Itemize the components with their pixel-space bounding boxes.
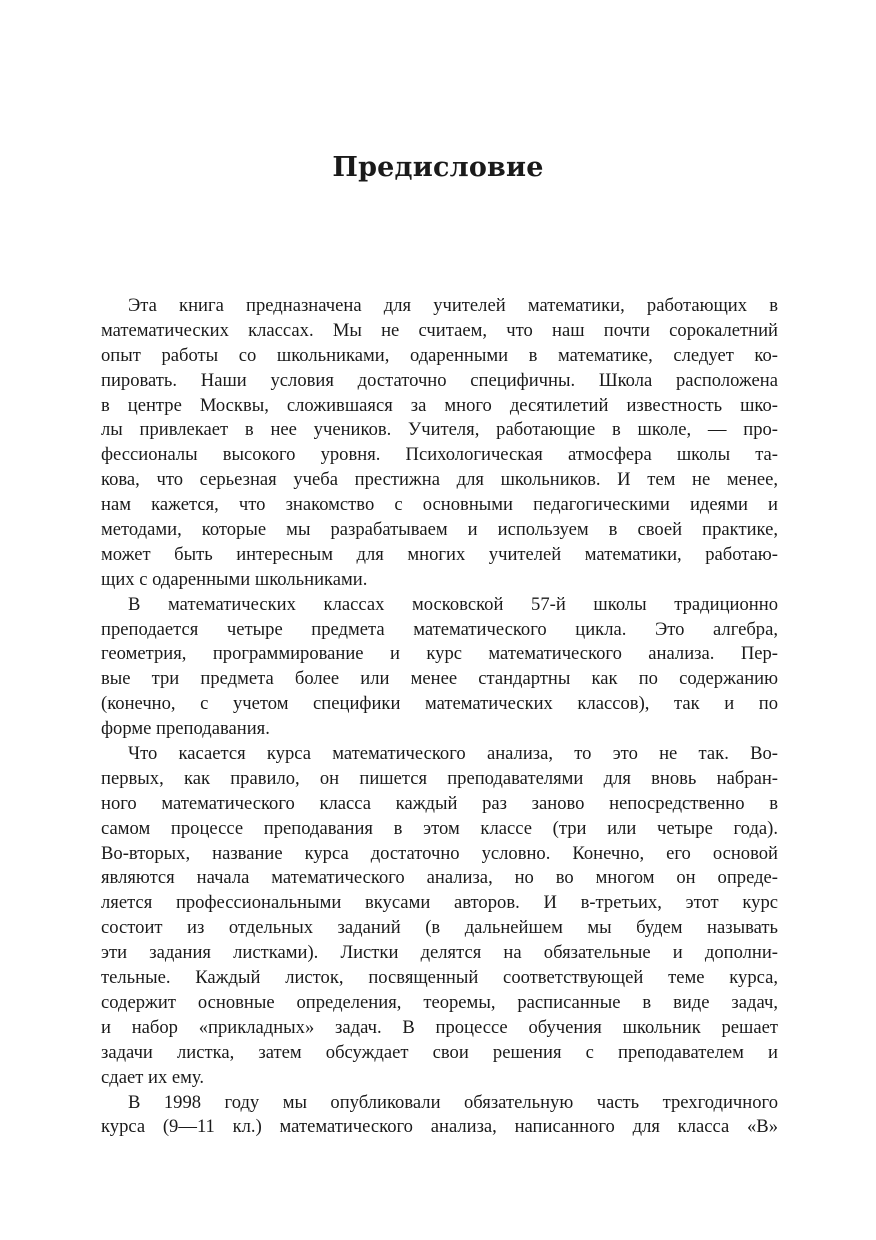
text-line: самом процессе преподавания в этом классе (три или четыре года). xyxy=(101,817,778,839)
text-line: опыт работы со школьниками, одаренными в математике, следует ко- xyxy=(101,344,778,366)
paragraph xyxy=(101,294,778,593)
text-line: в центре Москвы, сложившаяся за много десятилетий известность шко- xyxy=(101,394,778,416)
text-line: эти задания листками). Листки делятся на обязательные и дополни- xyxy=(101,942,778,964)
text-line: Что касается курса математического анализа, то это не так. Во- xyxy=(128,743,778,765)
text-line: сдает их ему. xyxy=(101,1066,204,1088)
text-line: фессионалы высокого уровня. Психологическая атмосфера школы та- xyxy=(101,444,778,466)
text-line: пировать. Наши условия достаточно специфичны. Школа расположена xyxy=(101,369,778,391)
preface-body xyxy=(101,294,778,1140)
text-line: форме преподавания. xyxy=(101,718,270,740)
page-title: Предисловие xyxy=(332,152,544,183)
text-line: ного математического класса каждый раз заново непосредственно в xyxy=(101,792,778,814)
text-line: кова, что серьезная учеба престижна для школьников. И тем не менее, xyxy=(101,469,778,491)
text-line: содержит основные определения, теоремы, расписанные в виде задач, xyxy=(101,991,778,1013)
text-line: может быть интересным для многих учителей математики, работаю- xyxy=(101,543,778,565)
text-line: курса (9—11 кл.) математического анализа, написанного для класса «В» xyxy=(101,1116,778,1138)
text-line: первых, как правило, он пишется преподавателями для вновь набран- xyxy=(101,767,778,789)
paragraph xyxy=(101,1091,778,1141)
paragraph xyxy=(101,593,778,742)
text-line: задачи листка, затем обсуждает свои решения с преподавателем и xyxy=(101,1041,778,1063)
text-line: (конечно, с учетом специфики математических классов), так и по xyxy=(101,693,778,715)
text-line: В 1998 году мы опубликовали обязательную часть трехгодичного xyxy=(128,1091,778,1113)
text-line: Во-вторых, название курса достаточно условно. Конечно, его основой xyxy=(101,842,778,864)
text-line: Эта книга предназначена для учителей математики, работающих в xyxy=(128,295,778,316)
text-line: ляется профессиональными вкусами авторов. И в-третьих, этот курс xyxy=(101,892,778,914)
text-line: нам кажется, что знакомство с основными педагогическими идеями и xyxy=(101,494,778,516)
text-line: являются начала математического анализа, но во многом он опреде- xyxy=(101,867,778,889)
text-line: математических классах. Мы не считаем, что наш почти сорокалетний xyxy=(101,319,778,341)
text-line: лы привлекает в нее учеников. Учителя, работающие в школе, — про- xyxy=(101,419,778,441)
text-line: состоит из отдельных заданий (в дальнейшем мы будем называть xyxy=(101,917,778,939)
text-line: тельные. Каждый листок, посвященный соответствующей теме курса, xyxy=(101,967,778,989)
text-line: В математических классах московской 57-й школы традиционно xyxy=(128,593,778,615)
paragraph xyxy=(101,742,778,1090)
text-line: вые три предмета более или менее стандартны как по содержанию xyxy=(101,668,778,690)
text-line: преподается четыре предмета математического цикла. Это алгебра, xyxy=(101,618,778,640)
text-line: геометрия, программирование и курс математического анализа. Пер- xyxy=(101,643,778,665)
text-line: методами, которые мы разрабатываем и используем в своей практике, xyxy=(101,519,778,541)
text-line: щих с одаренными школьниками. xyxy=(101,568,368,590)
text-line: и набор «прикладных» задач. В процессе обучения школьник решает xyxy=(101,1016,778,1038)
